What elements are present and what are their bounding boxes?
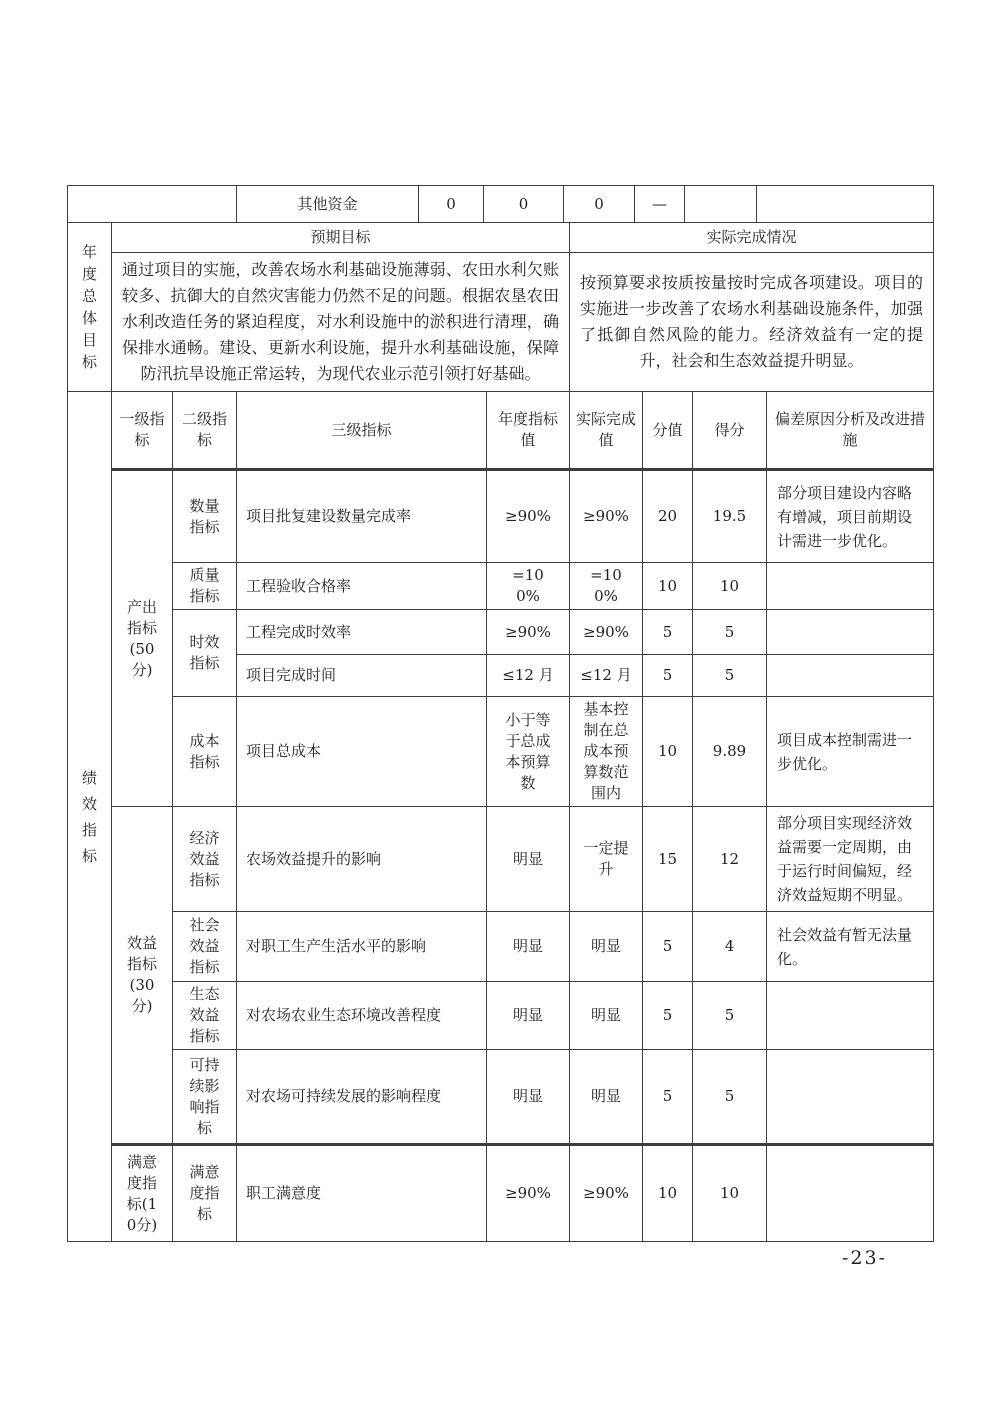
actual-value-cell: 明显 [570,982,643,1050]
indicator-row-timeliness [68,610,934,655]
level3-indicator-cell: 对农场农业生态环境改善程度 [237,982,487,1050]
actual-value-cell: ≥90% [570,610,643,655]
level3-indicator-cell: 职工满意度 [237,1145,487,1242]
funding-source-label: 其他资金 [237,186,419,223]
annual-target-cell: =100% [487,563,570,610]
level2-indicator-cell: 经济效益指标 [173,807,237,912]
annual-target-cell: ≥90% [487,610,570,655]
actual-completion-text: 按预算要求按质按量按时完成各项建设。项目的实施进一步改善了农场水利基础设施条件，加强了抵御自然风险的能力。经济效益有一定的提升，社会和生态效益提升明显。 [570,253,934,392]
col-header-level3: 三级指标 [237,392,487,470]
score-max-cell: 20 [643,470,693,563]
col-header-level2: 二级指标 [173,392,237,470]
indicators-table [67,391,934,1242]
score-max-cell: 10 [643,697,693,807]
indicator-row-social-benefit [68,912,934,982]
funding-value-cell: — [635,186,685,223]
indicator-row-quality [68,563,934,610]
score-max-cell: 10 [643,563,693,610]
col-header-actual-value: 实际完成值 [570,392,643,470]
score-max-cell: 15 [643,807,693,912]
level1-satisfaction-indicator-cell: 满意度指标(10分) [112,1145,173,1242]
level3-indicator-cell: 项目完成时间 [237,655,487,697]
annual-target-cell: 明显 [487,1050,570,1145]
level3-indicator-cell: 项目总成本 [237,697,487,807]
actual-value-cell: 明显 [570,912,643,982]
score-max-cell: 5 [643,1050,693,1145]
score-cell: 5 [693,982,767,1050]
score-max-cell: 5 [643,912,693,982]
actual-value-cell: 基本控制在总成本预算数范围内 [570,697,643,807]
evaluation-table [67,185,933,1242]
annual-goal-section-label [68,223,112,392]
score-cell: 5 [693,610,767,655]
score-max-cell: 10 [643,1145,693,1242]
annual-target-cell: ≤12 月 [487,655,570,697]
level2-indicator-cell: 成本指标 [173,697,237,807]
score-cell: 12 [693,807,767,912]
level2-indicator-cell: 满意度指标 [173,1145,237,1242]
annual-goal-header-row [68,223,934,253]
deviation-analysis-cell [767,610,934,655]
level1-output-indicator-cell: 产出指标(50分) [112,470,173,807]
level3-indicator-cell: 对职工生产生活水平的影响 [237,912,487,982]
level2-indicator-cell: 可持续影响指标 [173,1050,237,1145]
annual-target-cell: 明显 [487,912,570,982]
annual-target-cell: 明显 [487,807,570,912]
level3-indicator-cell: 农场效益提升的影响 [237,807,487,912]
indicator-row-ecological-benefit [68,982,934,1050]
deviation-analysis-cell [767,563,934,610]
score-cell: 19.5 [693,470,767,563]
funding-empty-cell [68,186,237,223]
deviation-analysis-cell: 社会效益有暂无法量化。 [767,912,934,982]
score-max-cell: 5 [643,610,693,655]
indicator-row-satisfaction [68,1145,934,1242]
indicator-row-economic-benefit [68,807,934,912]
actual-value-cell: =100% [570,563,643,610]
deviation-analysis-cell [767,1145,934,1242]
actual-value-cell: 一定提升 [570,807,643,912]
actual-value-cell: ≥90% [570,1145,643,1242]
indicator-row-cost [68,697,934,807]
funding-empty-cell [685,186,757,223]
deviation-analysis-cell [767,1050,934,1145]
level3-indicator-cell: 对农场可持续发展的影响程度 [237,1050,487,1145]
score-cell: 10 [693,1145,767,1242]
expected-goal-text: 通过项目的实施，改善农场水利基础设施薄弱、农田水利欠账较多、抗御大的自然灾害能力仍然不足的问题。根据农垦农田水利改造任务的紧迫程度，对水利设施中的淤积进行清理，确保排水通畅。建设、更新水利设施，提升水利基础设施，保障防汛抗旱设施正常运转，为现代农业示范引领打好基础。 [112,253,570,392]
indicator-row-quantity [68,470,934,563]
actual-completion-header: 实际完成情况 [570,223,934,253]
performance-indicators-section-label [68,392,112,1242]
indicators-header-row [68,392,934,470]
score-max-cell: 5 [643,655,693,697]
score-max-cell: 5 [643,982,693,1050]
level1-benefit-indicator-cell: 效益指标(30分) [112,807,173,1145]
funding-value-cell: 0 [484,186,564,223]
performance-indicators-label-text: 绩效指标 [81,768,97,865]
level2-indicator-cell: 时效指标 [173,610,237,697]
annual-goal-section-label-text: 年度总体目标 [81,243,97,371]
actual-value-cell: 明显 [570,1050,643,1145]
page-number: -23- [841,1247,887,1269]
level2-indicator-cell: 社会效益指标 [173,912,237,982]
annual-target-cell: ≥90% [487,470,570,563]
deviation-analysis-cell [767,982,934,1050]
funding-value-cell: 0 [564,186,635,223]
col-header-score: 得分 [693,392,767,470]
funding-value-cell: 0 [419,186,484,223]
deviation-analysis-cell: 部分项目建设内容略有增减，项目前期设计需进一步优化。 [767,470,934,563]
score-cell: 10 [693,563,767,610]
level2-indicator-cell: 生态效益指标 [173,982,237,1050]
annual-goal-body-row [68,253,934,392]
actual-value-cell: ≥90% [570,470,643,563]
level3-indicator-cell: 工程完成时效率 [237,610,487,655]
annual-target-cell: 小于等于总成本预算数 [487,697,570,807]
score-cell: 5 [693,1050,767,1145]
funding-row [68,186,934,223]
annual-target-cell: 明显 [487,982,570,1050]
level2-indicator-cell: 数量指标 [173,470,237,563]
level3-indicator-cell: 项目批复建设数量完成率 [237,470,487,563]
deviation-analysis-cell: 项目成本控制需进一步优化。 [767,697,934,807]
funding-empty-cell [757,186,934,223]
indicator-row-sustainability [68,1050,934,1145]
annual-target-cell: ≥90% [487,1145,570,1242]
level3-indicator-cell: 工程验收合格率 [237,563,487,610]
deviation-analysis-cell: 部分项目实现经济效益需要一定周期，由于运行时间偏短，经济效益短期不明显。 [767,807,934,912]
col-header-score-max: 分值 [643,392,693,470]
annual-goal-table [67,222,934,392]
col-header-deviation: 偏差原因分析及改进措施 [767,392,934,470]
score-cell: 9.89 [693,697,767,807]
expected-goal-header: 预期目标 [112,223,570,253]
col-header-annual-target: 年度指标值 [487,392,570,470]
deviation-analysis-cell [767,655,934,697]
score-cell: 5 [693,655,767,697]
level2-indicator-cell: 质量指标 [173,563,237,610]
score-cell: 4 [693,912,767,982]
funding-table-continuation [67,185,934,223]
col-header-level1: 一级指标 [112,392,173,470]
actual-value-cell: ≤12 月 [570,655,643,697]
